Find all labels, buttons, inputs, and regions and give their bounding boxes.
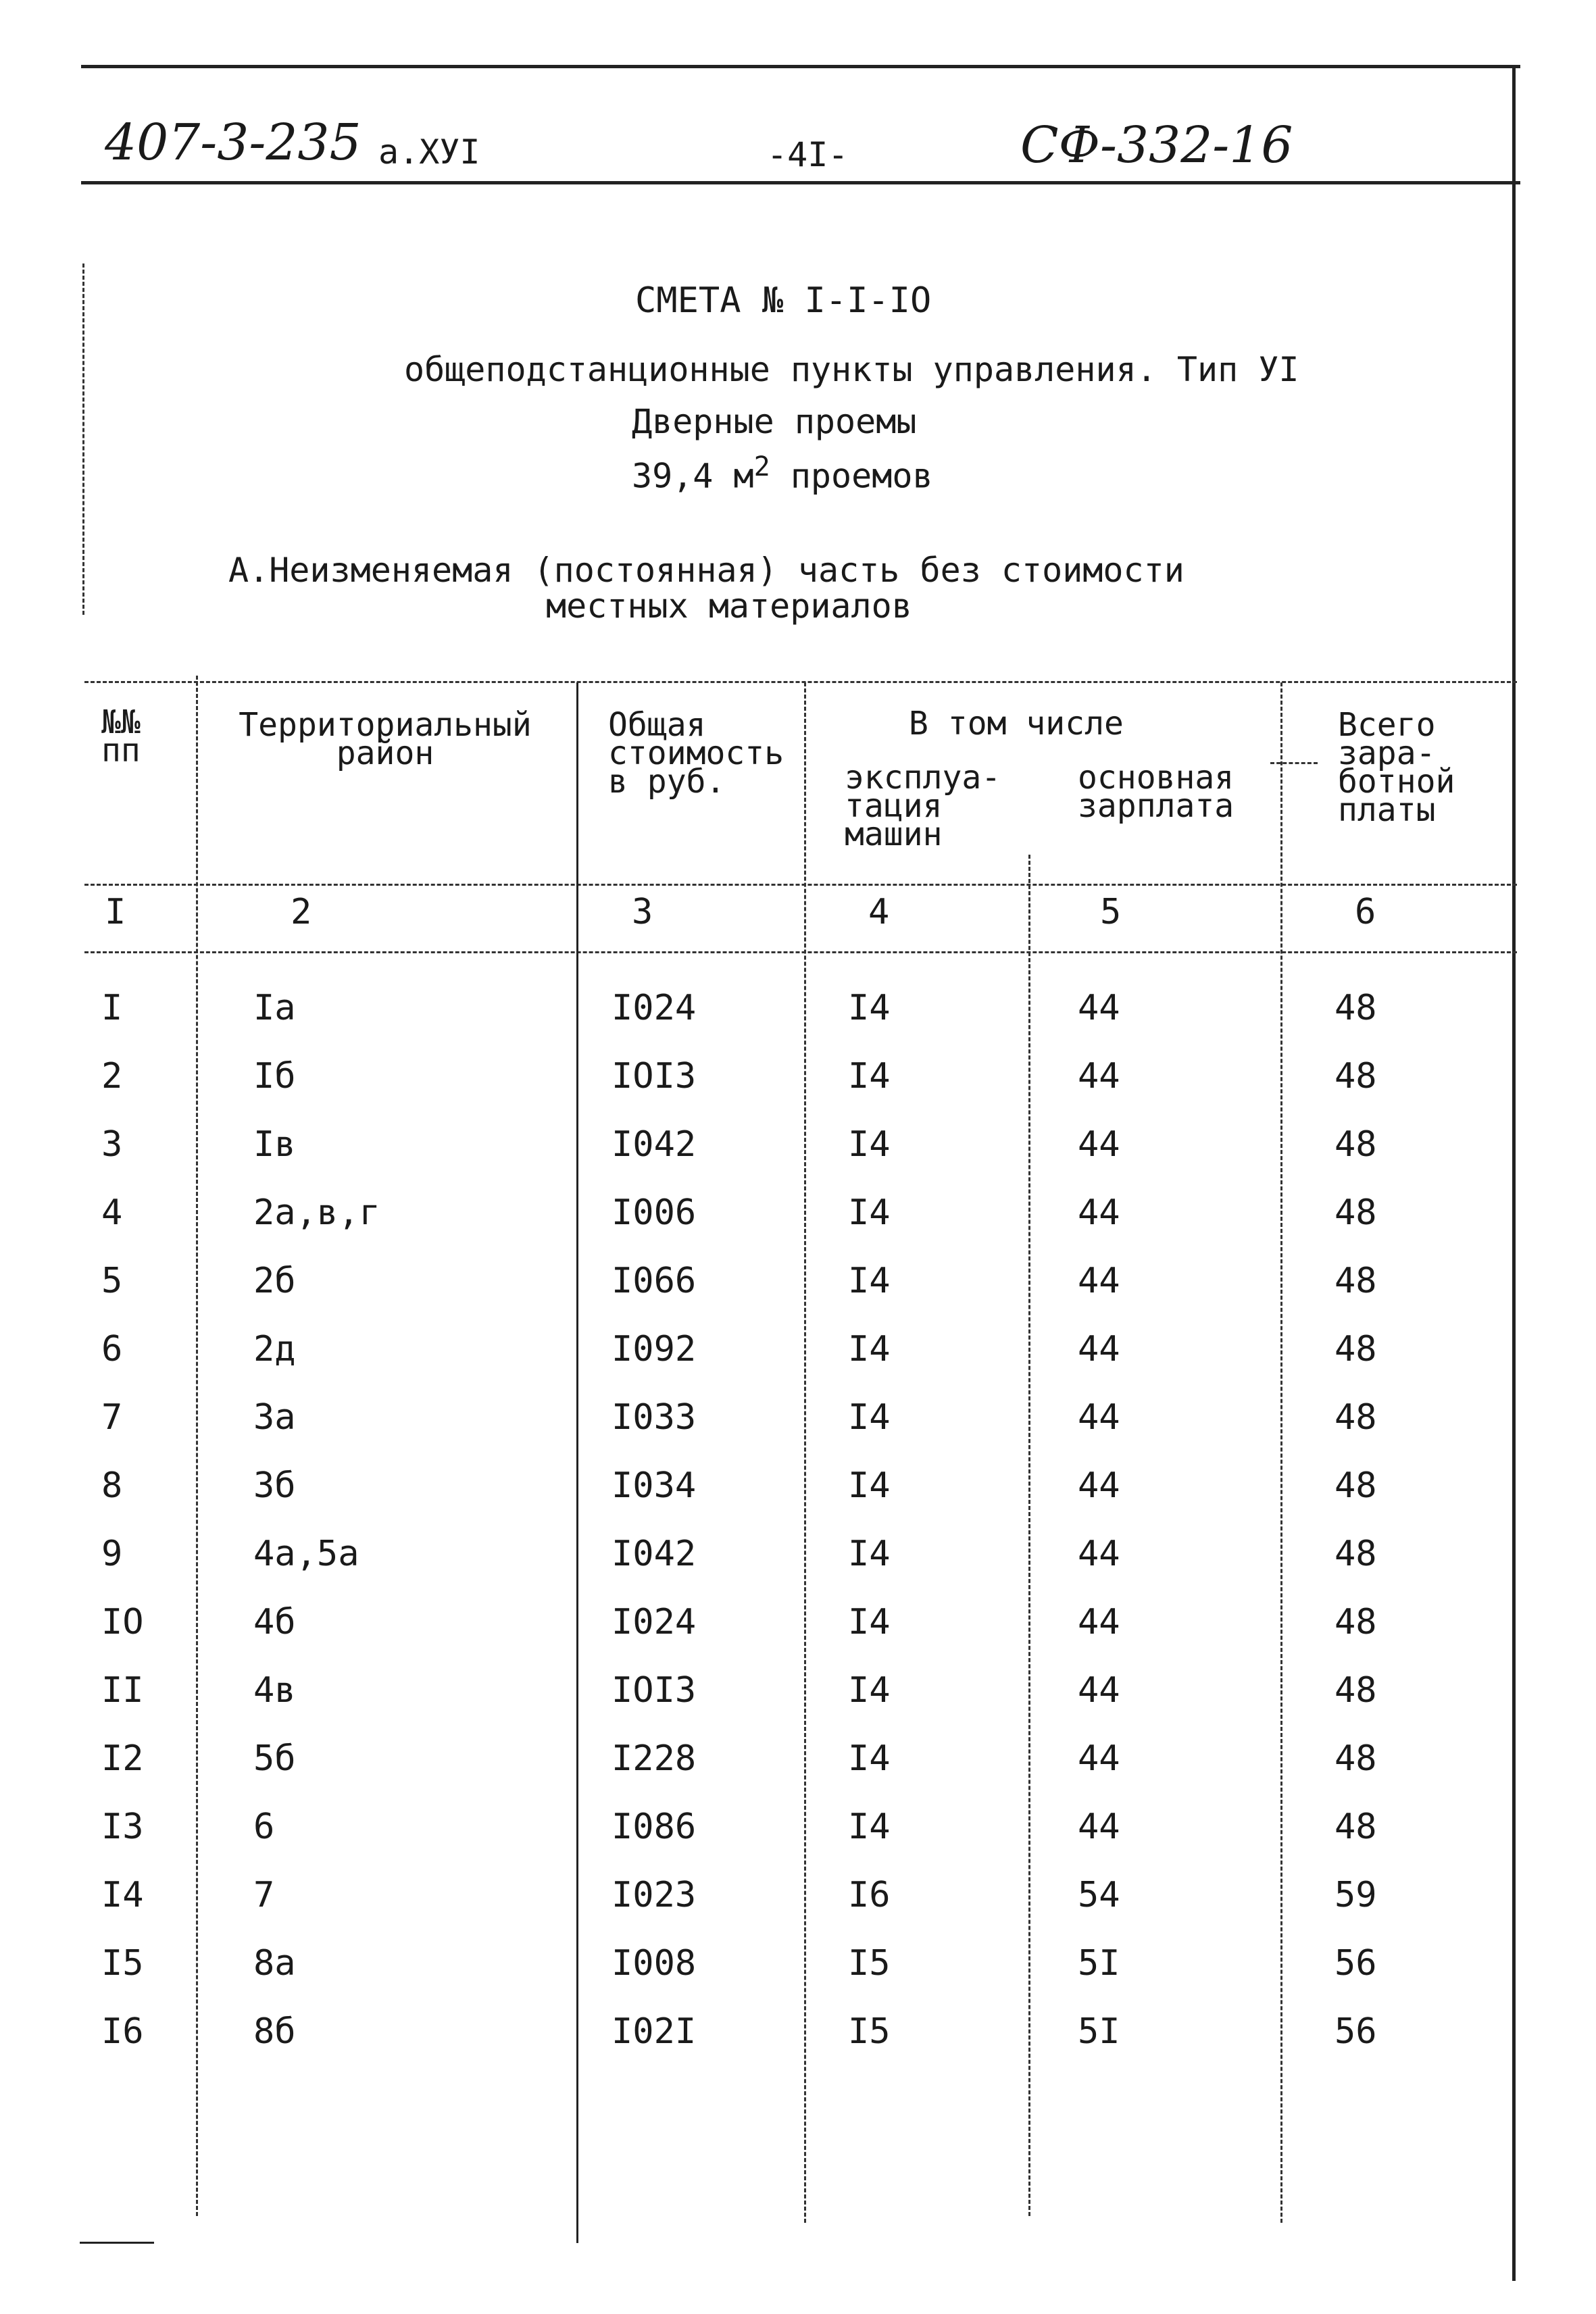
total-wage-cell: 48 (1335, 1670, 1377, 1711)
salary-cell: 44 (1078, 1329, 1120, 1369)
region-cell: 3а (253, 1397, 296, 1438)
region-cell: 7 (253, 1875, 275, 1915)
colnum-1: I (105, 892, 126, 932)
region-cell: 4в (253, 1670, 296, 1711)
row-number: I6 (101, 2011, 144, 2052)
table-top-line (84, 681, 1517, 683)
total-cost-cell: I042 (612, 1124, 697, 1165)
volume-value: 39,4 м (632, 456, 754, 496)
machines-cell: I4 (848, 1329, 891, 1369)
salary-cell: 44 (1078, 1397, 1120, 1438)
machines-cell: I5 (848, 1943, 891, 1984)
row-number: 2 (101, 1056, 123, 1097)
colnum-5: 5 (1100, 892, 1122, 932)
album-number: а.ХУI (378, 132, 480, 172)
total-wage-cell: 48 (1335, 1261, 1377, 1301)
estimate-volume (632, 451, 933, 496)
total-wage-cell: 48 (1335, 1329, 1377, 1369)
machines-cell: I4 (848, 1465, 891, 1506)
total-cost-cell: I086 (612, 1807, 697, 1847)
row-number: 8 (101, 1465, 123, 1506)
region-cell: 2б (253, 1261, 296, 1301)
section-heading: А.Неизменяемая (постоянная) часть без стоимости (228, 551, 1184, 590)
row-number: 6 (101, 1329, 123, 1369)
machines-cell: I4 (848, 1602, 891, 1642)
total-cost-cell: I228 (612, 1738, 697, 1779)
row-number: I5 (101, 1943, 144, 1984)
region-cell: 5б (253, 1738, 296, 1779)
estimate-subtitle: общеподстанционные пункты управления. Тип УI (404, 350, 1299, 389)
machines-cell: I6 (848, 1875, 891, 1915)
col-divider-4 (1028, 855, 1030, 2216)
region-cell: 2а,в,г (253, 1192, 380, 1233)
row-number: I (101, 988, 123, 1028)
volume-unit-text: проемов (790, 456, 933, 496)
volume-unit-power: 2 (753, 451, 770, 482)
salary-cell: 44 (1078, 988, 1120, 1028)
total-cost-cell: I034 (612, 1465, 697, 1506)
row-number: 3 (101, 1124, 123, 1165)
total-wage-cell: 48 (1335, 1465, 1377, 1506)
row-number: II (101, 1670, 144, 1711)
machines-cell: I4 (848, 1124, 891, 1165)
total-cost-cell: I024 (612, 988, 697, 1028)
total-wage-cell: 48 (1335, 1534, 1377, 1574)
total-cost-cell: I006 (612, 1192, 697, 1233)
machines-cell: I4 (848, 1738, 891, 1779)
header-base-salary: основная зарплата (1078, 759, 1235, 825)
header-total-cost: Общая стоимость в руб. (608, 706, 784, 801)
salary-cell: 44 (1078, 1124, 1120, 1165)
machines-cell: I5 (848, 2011, 891, 2052)
salary-cell: 5I (1078, 2011, 1120, 2052)
colnum-2: 2 (291, 892, 312, 932)
region-cell: 2д (253, 1329, 296, 1369)
top-border-line (81, 65, 1520, 68)
total-wage-cell: 48 (1335, 988, 1377, 1028)
machines-cell: I4 (848, 1192, 891, 1233)
total-wage-cell: 59 (1335, 1875, 1377, 1915)
machines-cell: I4 (848, 1807, 891, 1847)
salary-cell: 44 (1078, 1261, 1120, 1301)
total-wage-cell: 48 (1335, 1124, 1377, 1165)
region-cell: 6 (253, 1807, 275, 1847)
row-number: I2 (101, 1738, 144, 1779)
header-machines: эксплуа- тация машин (845, 759, 1001, 853)
total-wage-cell: 48 (1335, 1056, 1377, 1097)
total-cost-cell: I024 (612, 1602, 697, 1642)
total-cost-cell: I008 (612, 1943, 697, 1984)
header-underline (81, 181, 1520, 184)
region-cell: 8б (253, 2011, 296, 2052)
project-code: 407-3-235 (105, 114, 361, 172)
col-divider-2 (576, 682, 578, 2243)
salary-cell: 44 (1078, 1738, 1120, 1779)
colnum-6: 6 (1355, 892, 1376, 932)
salary-cell: 54 (1078, 1875, 1120, 1915)
salary-cell: 5I (1078, 1943, 1120, 1984)
total-wage-cell: 56 (1335, 1943, 1377, 1984)
total-wage-cell: 48 (1335, 1807, 1377, 1847)
salary-cell: 44 (1078, 1670, 1120, 1711)
row-number: IO (101, 1602, 144, 1642)
row-number: 4 (101, 1192, 123, 1233)
region-cell: Iв (253, 1124, 296, 1165)
machines-cell: I4 (848, 1397, 891, 1438)
col-divider-5 (1280, 682, 1282, 2223)
total-cost-cell: I066 (612, 1261, 697, 1301)
header-total-wage: Всего зара- ботной платы (1338, 706, 1455, 829)
row-number: 7 (101, 1397, 123, 1438)
header-num: №№ пп (101, 703, 141, 770)
total-wage-cell: 48 (1335, 1738, 1377, 1779)
subheader-line (1270, 762, 1318, 764)
total-wage-cell: 56 (1335, 2011, 1377, 2052)
left-margin-dashed-line (82, 263, 84, 615)
total-cost-cell: I023 (612, 1875, 697, 1915)
salary-cell: 44 (1078, 1807, 1120, 1847)
region-cell: 8а (253, 1943, 296, 1984)
sheet-code: СФ-332-16 (1020, 116, 1293, 174)
header-including: В том числе (909, 705, 1124, 743)
estimate-title: СМЕТА № I-I-IO (635, 280, 932, 321)
region-cell: Iб (253, 1056, 296, 1097)
total-cost-cell: I02I (612, 2011, 697, 2052)
total-cost-cell: I033 (612, 1397, 697, 1438)
bottom-left-stub (80, 2242, 154, 2244)
total-cost-cell: I092 (612, 1329, 697, 1369)
colnum-bottom-line (84, 951, 1517, 953)
salary-cell: 44 (1078, 1056, 1120, 1097)
salary-cell: 44 (1078, 1602, 1120, 1642)
machines-cell: I4 (848, 1534, 891, 1574)
total-wage-cell: 48 (1335, 1602, 1377, 1642)
header-bottom-line (84, 884, 1517, 886)
colnum-4: 4 (868, 892, 890, 932)
machines-cell: I4 (848, 1670, 891, 1711)
row-number: 9 (101, 1534, 123, 1574)
row-number: I4 (101, 1875, 144, 1915)
col-divider-3 (804, 682, 806, 2223)
machines-cell: I4 (848, 1261, 891, 1301)
machines-cell: I4 (848, 1056, 891, 1097)
salary-cell: 44 (1078, 1192, 1120, 1233)
header-region: Территориальный район (239, 706, 532, 772)
colnum-3: 3 (632, 892, 653, 932)
machines-cell: I4 (848, 988, 891, 1028)
estimate-object: Дверные проемы (632, 402, 917, 441)
page-number: -4I- (767, 135, 849, 174)
total-wage-cell: 48 (1335, 1192, 1377, 1233)
row-number: 5 (101, 1261, 123, 1301)
salary-cell: 44 (1078, 1534, 1120, 1574)
total-cost-cell: I042 (612, 1534, 697, 1574)
total-cost-cell: IOI3 (612, 1670, 697, 1711)
region-cell: 4б (253, 1602, 296, 1642)
row-number: I3 (101, 1807, 144, 1847)
total-wage-cell: 48 (1335, 1397, 1377, 1438)
total-cost-cell: IOI3 (612, 1056, 697, 1097)
right-border-line (1512, 65, 1516, 2281)
col-divider-1 (196, 676, 198, 2216)
region-cell: 4а,5а (253, 1534, 359, 1574)
region-cell: 3б (253, 1465, 296, 1506)
salary-cell: 44 (1078, 1465, 1120, 1506)
region-cell: Iа (253, 988, 296, 1028)
section-heading-cont: местных материалов (546, 586, 912, 626)
